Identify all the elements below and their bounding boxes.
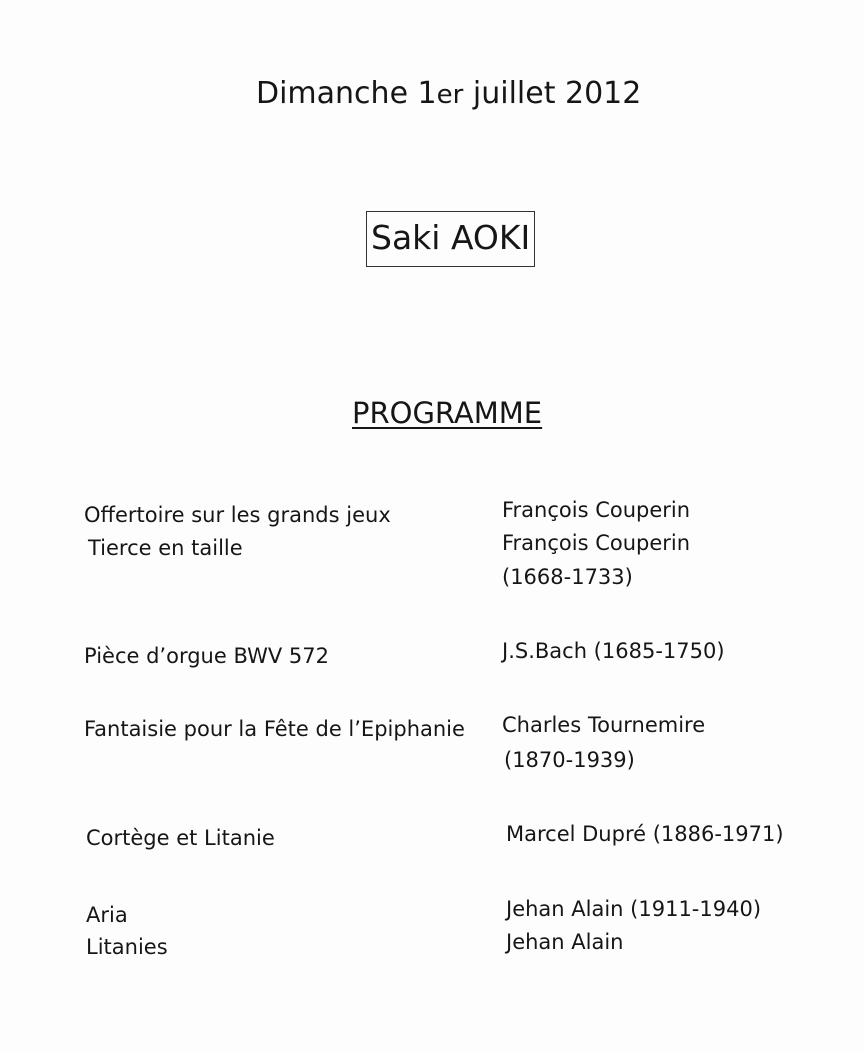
composer-name: François Couperin (502, 498, 691, 522)
composer-name: Marcel Dupré (1886-1971) (506, 822, 784, 846)
performer-name: Saki AOKI (366, 211, 535, 267)
date-ordinal-suffix: er (436, 80, 464, 110)
programme-heading: PROGRAMME (352, 396, 543, 430)
composer-dates: (1668-1733) (502, 565, 633, 589)
concert-date (256, 76, 641, 111)
work-title: Litanies (86, 935, 168, 959)
work-title: Pièce d’orgue BWV 572 (84, 644, 329, 668)
work-title: Cortège et Litanie (86, 826, 275, 850)
composer-dates: (1870-1939) (504, 748, 635, 772)
composer-name: Jehan Alain (1911-1940) (506, 897, 762, 921)
work-title: Aria (86, 903, 128, 927)
composer-name: François Couperin (502, 531, 691, 555)
composer-name: Jehan Alain (506, 930, 624, 954)
work-title: Fantaisie pour la Fête de l’Epiphanie (84, 717, 465, 741)
date-part-1: Dimanche 1 (256, 76, 437, 111)
work-title: Offertoire sur les grands jeux (84, 503, 391, 527)
work-title: Tierce en taille (88, 536, 243, 560)
date-part-2: juillet 2012 (463, 76, 642, 111)
composer-name: Charles Tournemire (502, 713, 706, 737)
composer-name: J.S.Bach (1685-1750) (502, 639, 725, 663)
